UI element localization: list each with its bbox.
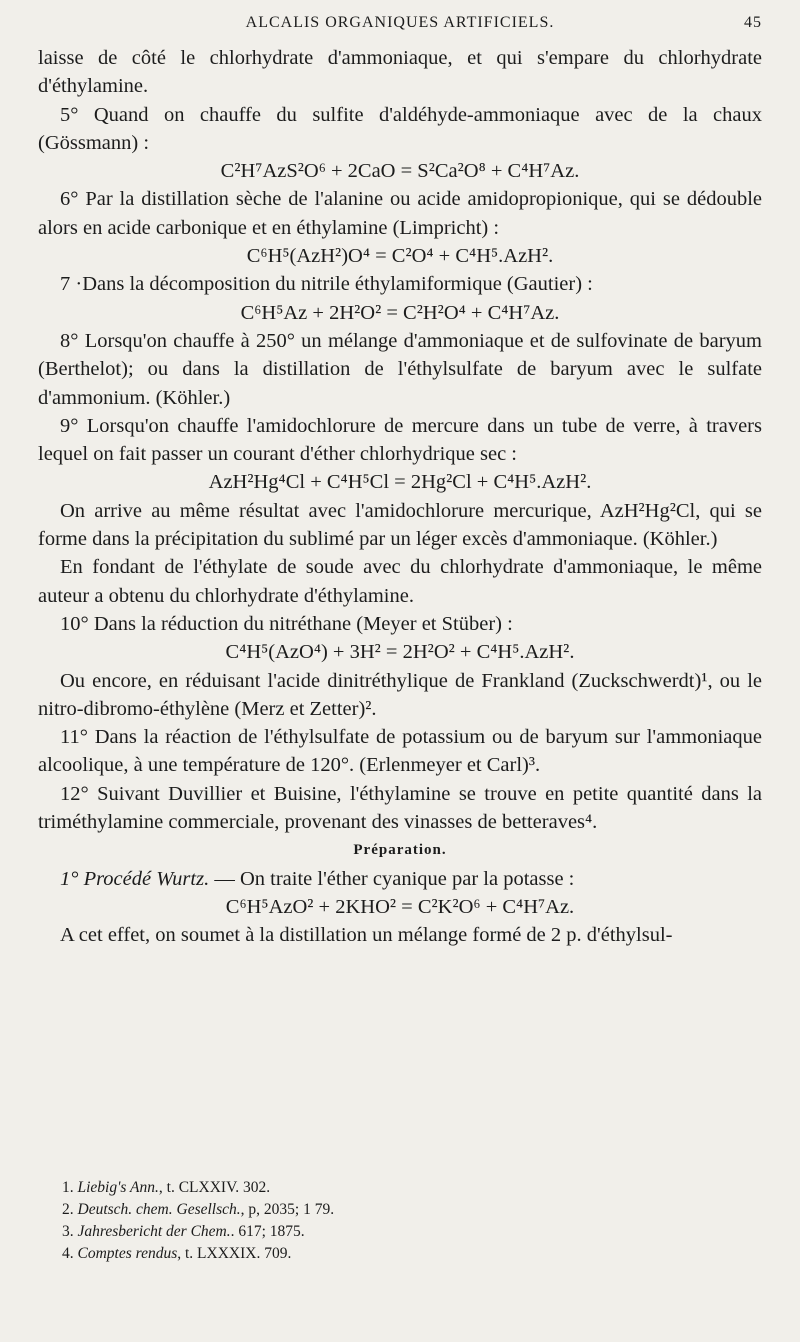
- paragraph: En fondant de l'éthylate de soude avec du chlorhydrate d'ammoniaque, le même auteur a obtenu du chlorhydrate d'éthylamine.: [38, 556, 762, 607]
- footnote: [62, 1243, 742, 1265]
- formula: C⁶H⁵Az + 2H²O² = C²H²O⁴ + C⁴H⁷Az.: [240, 301, 560, 324]
- footnotes: [62, 1177, 742, 1265]
- footnote-detail: , t. LXXXIX. 709.: [177, 1245, 292, 1262]
- footnote: [62, 1199, 742, 1221]
- footnote-detail: . 617; 1875.: [230, 1223, 305, 1240]
- running-title: ALCALIS ORGANIQUES ARTIFICIELS.: [245, 14, 555, 31]
- paragraph: 9° Lorsqu'on chauffe l'amidochlorure de mercure dans un tube de verre, à travers lequel on fait passer un courant d'éther chlorhydrique sec :: [38, 414, 762, 466]
- procedure-label: 1° Procédé Wurtz.: [60, 867, 210, 890]
- paragraph: 10° Dans la réduction du nitréthane (Meyer et Stüber) :: [60, 612, 513, 635]
- footnote-source: Liebig's Ann.: [77, 1179, 159, 1196]
- paragraph: 8° Lorsqu'on chauffe à 250° un mélange d'ammoniaque et de sulfovinate de baryum (Berthelot); ou dans la distillation de l'éthylsulfate de baryum avec le sulfate d'ammonium. (Köhler.): [38, 329, 762, 409]
- footnote-source: Jahresbericht der Chem.: [77, 1223, 231, 1240]
- paragraph: 7 ·Dans la décomposition du nitrile éthylamiformique (Gautier) :: [60, 273, 593, 296]
- paragraph: 12° Suivant Duvillier et Buisine, l'éthylamine se trouve en petite quantité dans la triméthylamine commerciale, provenant des vinasses de betteraves⁴.: [38, 782, 762, 834]
- footnote-number: 3.: [62, 1223, 74, 1240]
- paragraph: 6° Par la distillation sèche de l'alanine ou acide amidopropionique, qui se dédouble alors en acide carbonique et en éthylamine (Limpricht) :: [38, 188, 762, 239]
- footnote: [62, 1221, 742, 1243]
- paragraph: 11° Dans la réaction de l'éthylsulfate de potassium ou de baryum sur l'ammoniaque alcoolique, à une température de 120°. (Erlenmeyer et Carl)³.: [38, 726, 762, 777]
- footnote-number: 1.: [62, 1179, 74, 1196]
- procedure-text: — On traite l'éther cyanique par la potasse :: [209, 867, 575, 890]
- paragraph: On arrive au même résultat avec l'amidochlorure mercurique, AzH²Hg²Cl, qui se forme dans la précipitation du sublimé par un léger excès d'ammoniaque. (Köhler.): [38, 499, 762, 551]
- paragraph: Ou encore, en réduisant l'acide dinitréthylique de Frankland (Zuckschwerdt)¹, ou le nitro-dibromo-éthylène (Merz et Zetter)².: [38, 669, 762, 720]
- page-number: 45: [744, 14, 762, 31]
- footnote-source: Comptes rendus: [77, 1245, 178, 1262]
- paragraph: 5° Quand on chauffe du sulfite d'aldéhyde-ammoniaque avec de la chaux (Gössmann) :: [38, 103, 762, 154]
- formula: C⁶H⁵(AzH²)O⁴ = C²O⁴ + C⁴H⁵.AzH².: [246, 245, 554, 268]
- footnote-number: 4.: [62, 1245, 74, 1262]
- paragraph: laisse de côté le chlorhydrate d'ammoniaque, et qui s'empare du chlorhydrate d'éthylamine.: [38, 47, 762, 98]
- footnote: [62, 1177, 742, 1199]
- formula: AzH²Hg⁴Cl + C⁴H⁵Cl = 2Hg²Cl + C⁴H⁵.AzH².: [208, 471, 592, 494]
- footnote-detail: , p, 2035; 1 79.: [240, 1201, 335, 1218]
- footnote-number: 2.: [62, 1201, 74, 1218]
- body-text: [38, 44, 762, 950]
- footnote-source: Deutsch. chem. Gesellsch.: [77, 1201, 241, 1218]
- footnote-detail: , t. CLXXIV. 302.: [158, 1179, 271, 1196]
- formula: C⁴H⁵(AzO⁴) + 3H² = 2H²O² + C⁴H⁵.AzH².: [225, 641, 575, 664]
- paragraph: A cet effet, on soumet à la distillation un mélange formé de 2 p. d'éthylsul-: [60, 924, 673, 947]
- formula: C⁶H⁵AzO² + 2KHO² = C²K²O⁶ + C⁴H⁷Az.: [225, 895, 575, 918]
- paragraph: [38, 865, 762, 893]
- running-header: [38, 14, 762, 40]
- section-heading: Préparation.: [353, 842, 447, 859]
- formula: C²H⁷AzS²O⁶ + 2CaO = S²Ca²O⁸ + C⁴H⁷Az.: [220, 160, 580, 183]
